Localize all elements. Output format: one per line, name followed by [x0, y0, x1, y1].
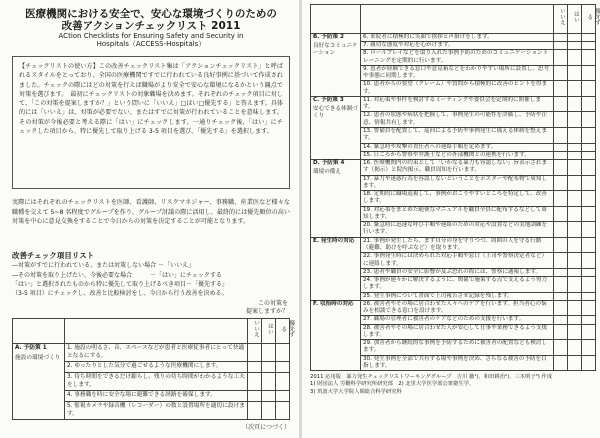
item-text: 17. 暴力や迷惑行為を容認しないということをポスターや配布物で周知します。 [361, 175, 554, 191]
howto-text: この改善チェックリスト集は「アクションチェックリスト」と呼ばれるスタイルをとっており、全国の医療機関ですでに行われている良好事例に基づいて作成されました。チェックの際にはどの対策を行えば職場がより安全で安心な環境になるかという観点で対策を選びます。 最初にチェックリストの対象職場を決めます。それぞれのチェック項目に対して、「この対策を提案しますか？」という問いに「いいえ」□ほい□優先する」と答えます。具体的には「いいえ」は、対策が必要でない、またはすでに対策が行われていることを意味します。その対策が今後必要と考える際に「はい」にチェックします。一通りチェック後、「はい」にチェックした項目から、特に優先して取り上げる 3-5 項目を選び、「優先する」を選択します。 [19, 63, 283, 135]
checkbox-yes[interactable] [568, 277, 582, 293]
checkbox-yes[interactable] [568, 112, 582, 128]
item-text: 24. 事例が連々かに解決するように、関係で施策する点で支えるよう努力します。 [361, 277, 554, 293]
checklist-table-left [12, 318, 294, 420]
next-page-note: （次頁につづく） [242, 424, 290, 432]
checkbox-priority[interactable] [582, 222, 596, 238]
checkbox-yes[interactable] [568, 160, 582, 176]
table-row [13, 343, 290, 361]
checkbox-priority[interactable] [582, 143, 596, 151]
checkbox-yes[interactable] [262, 401, 276, 419]
checkbox-no[interactable] [554, 42, 568, 50]
section-cell [311, 300, 361, 370]
table-row [311, 237, 596, 253]
item-text: 9. 患者が経験できる窓口や意見箱などをわかりやすい場所に設置し、思考や事態に同期します。 [361, 65, 554, 81]
checkbox-yes[interactable] [568, 65, 582, 81]
section-sub: 施設の環境づくり [15, 354, 61, 361]
howto-paragraph [19, 62, 283, 136]
checkbox-yes[interactable] [568, 340, 582, 356]
checklist-table-right [310, 4, 600, 371]
checkbox-yes[interactable] [262, 372, 276, 390]
column-note-line1: この対策を [257, 300, 288, 308]
checkbox-priority[interactable] [582, 355, 596, 371]
column-note-line2: 提案しますか？ [245, 308, 288, 316]
table-row [311, 96, 596, 112]
column-note [12, 300, 288, 316]
checkbox-priority[interactable] [582, 112, 596, 128]
checkbox-no[interactable] [248, 343, 262, 361]
intro-paragraph: 実際にはそれぞれのチェックリストを医師、看護師、リスクマネジャー、事務職、産業医など様々な職種を交えて 5~8 名程度でグループを作り、グループ討議の際に活用し、最終的には優先順位の高い対策を中心に意見交換をすることで今日からの対策を決定することが可能となります。 [12, 199, 290, 226]
item-text: 4. 事務職を時に安全な場に避難できる経路を確保します。 [65, 391, 248, 402]
checkbox-priority[interactable] [582, 33, 596, 41]
checkbox-yes[interactable] [568, 324, 582, 340]
item-text: 11. 対応策や事件を検討するミーティングや委員会を定期的に開催します。 [361, 96, 554, 112]
checkbox-no[interactable] [554, 253, 568, 269]
checkbox-no[interactable] [248, 372, 262, 390]
item-text: 2. ゆったりとした気分で過ごせるような医療機関にします。 [65, 362, 248, 373]
header-yes: はい [568, 5, 582, 34]
checkbox-yes[interactable] [568, 151, 582, 159]
checkbox-priority[interactable] [582, 300, 596, 316]
checkbox-no[interactable] [554, 112, 568, 128]
item-text: 1. 施設の明るさ、音、スペースなどが患者と医療従事者にとって快適となるにする。 [65, 343, 248, 361]
checkbox-no[interactable] [554, 160, 568, 176]
item-text: 16. 医療機関内の約束として「いかなる暴力も容認しない」旨表示されます（掲示）と院内掲示、職員周知を行います。 [361, 160, 554, 176]
method-line-3: 「はい」と選択されたものから特に優先して取り上げるべき項目－「優先する」 [12, 280, 229, 288]
title-block [12, 8, 290, 48]
section-cell [311, 33, 361, 96]
section-name: F. 収拾時の対応 [313, 300, 354, 307]
item-text: 6. 来院者に積極的に笑顔で挨拶と声掛けをします。 [361, 33, 554, 41]
checkbox-priority[interactable] [582, 316, 596, 324]
item-text: 30. 発生事例を全部で共有する場や事例を決め、さらなる被害の予防を目指します。 [361, 355, 554, 371]
checkbox-yes[interactable] [568, 206, 582, 222]
checkbox-no[interactable] [554, 33, 568, 41]
checkbox-priority[interactable] [582, 50, 596, 66]
header-item [361, 5, 554, 34]
checkbox-no[interactable] [554, 65, 568, 81]
header-blank [311, 5, 361, 34]
checkbox-priority[interactable] [582, 292, 596, 300]
checkbox-priority[interactable] [582, 206, 596, 222]
checkbox-yes[interactable] [568, 355, 582, 371]
method-line-4: （3-5 項目）にチェックし、改善と比較検討をし、今日から行う改善を決める。 [12, 290, 228, 298]
checkbox-no[interactable] [554, 81, 568, 97]
checkbox-priority[interactable] [582, 277, 596, 293]
item-text: 19. 対応策をまとめた随便なマニュアルを職員全員に配布するなどして周知します。 [361, 206, 554, 222]
checkbox-priority[interactable] [582, 96, 596, 112]
checkbox-no[interactable] [554, 340, 568, 356]
checkbox-no[interactable] [554, 277, 568, 293]
checkbox-priority[interactable] [582, 65, 596, 81]
checkbox-no[interactable] [554, 151, 568, 159]
footer-line3: 3) 筑波大学大学院人間総合科学研究科 [310, 388, 402, 395]
header-no: いいえ [554, 5, 568, 34]
item-text: 25. 発生事例について書面で上司報告させ記録を残します。 [361, 292, 554, 300]
checkbox-priority[interactable] [582, 151, 596, 159]
section-sub: 良好なコミュニケーション [313, 43, 358, 57]
howto-title: 【チェックリストの使い方】 [19, 63, 99, 71]
checkbox-yes[interactable] [568, 191, 582, 207]
section-cell [311, 237, 361, 300]
header-blank [13, 319, 65, 344]
checkbox-no[interactable] [248, 391, 262, 402]
checkbox-yes[interactable] [568, 143, 582, 151]
item-text: 28. 被害者やその場に居合わせた人が安心して仕事や業務できるよう支援します。 [361, 324, 554, 340]
checkbox-no[interactable] [248, 401, 262, 419]
item-text: 3. 待ち時間をできるだけ縮らし、残りの待ち時間がわかるような工夫をします。 [65, 372, 248, 390]
checkbox-priority[interactable] [582, 128, 596, 144]
checkbox-no[interactable] [554, 324, 568, 340]
checkbox-yes[interactable] [568, 96, 582, 112]
header-item [65, 319, 248, 344]
checkbox-priority[interactable] [582, 175, 596, 191]
title-jp-line2: 改善アクションチェックリスト 2011 [61, 20, 241, 33]
checkbox-no[interactable] [554, 300, 568, 316]
header-no: いいえ [248, 319, 262, 344]
checkbox-priority[interactable] [582, 253, 596, 269]
section-name: B. 予防策 2 [313, 33, 344, 40]
checkbox-priority[interactable] [582, 42, 596, 50]
checkbox-no[interactable] [554, 143, 568, 151]
howto-box [12, 56, 290, 189]
checkbox-yes[interactable] [568, 175, 582, 191]
checkbox-priority[interactable] [582, 340, 596, 356]
checkbox-no[interactable] [554, 355, 568, 371]
checkbox-yes[interactable] [568, 253, 582, 269]
header-priority: 優先する [276, 319, 290, 344]
footer-line2: 1) 財団法人 労働科学研究所研究部 2) 北里大学医学部公衆衛生学、 [310, 381, 475, 388]
method-line-2: ―その対策を取り上げたい、今後必要な場合 －「はい」にチェックする [12, 271, 222, 279]
item-text: 22. 事例発生時には決められた対応手順や窓口（上司や警察決定者など）に連絡します。 [361, 253, 554, 269]
checkbox-yes[interactable] [568, 300, 582, 316]
checkbox-no[interactable] [554, 316, 568, 324]
checkbox-priority[interactable] [582, 191, 596, 207]
item-text: 18. 定期的に職場巡視して、事例がおこりやすいところを特定して、改善します。 [361, 191, 554, 207]
checkbox-yes[interactable] [568, 316, 582, 324]
section-cell [311, 160, 361, 238]
checkbox-priority[interactable] [582, 324, 596, 340]
item-text: 29. 加害者から継続的な事例を予防するために被害者の配置なども検討します。 [361, 340, 554, 356]
checkbox-no[interactable] [554, 206, 568, 222]
checkbox-priority[interactable] [582, 81, 596, 97]
checkbox-no[interactable] [554, 175, 568, 191]
item-text: 20. 緊急時に迅速な呼び手順や連絡のための対応や設置などの実地訓練を行います。 [361, 222, 554, 238]
checkbox-no[interactable] [554, 96, 568, 112]
header-yes: はい [262, 319, 276, 344]
header-priority: 優先する [582, 5, 596, 34]
item-text: 5. 監視カメラや録音機（レコーダー）の数と設置場所を適切に設けます。 [65, 401, 248, 419]
checkbox-yes[interactable] [568, 128, 582, 144]
item-text: 8. ロールプレイなどを取り入れた事例予防のためのコミュニケーショントレーニングを定期的に行います。 [361, 50, 554, 66]
title-en-line2: Hospitals（ACCESS-Hospitals） [96, 40, 206, 49]
checkbox-yes[interactable] [262, 343, 276, 361]
checkbox-priority[interactable] [276, 362, 290, 373]
section-cell [311, 96, 361, 159]
section-name: A. 予防策 1 [15, 344, 47, 351]
checkbox-no[interactable] [554, 222, 568, 238]
checkbox-yes[interactable] [568, 222, 582, 238]
checkbox-yes[interactable] [568, 81, 582, 97]
checkbox-priority[interactable] [276, 343, 290, 361]
checkbox-no[interactable] [554, 268, 568, 276]
checkbox-priority[interactable] [582, 268, 596, 276]
item-text: 15. 日ごろから警察や弁護士などの外部機関との連携を行います。 [361, 151, 554, 159]
footer-credits [310, 374, 596, 395]
footer-line1: 2011 応用版 暴力発生チェックリストワーキンググループ 吉川 徹¹)、和田耕治²)、三木明子³) 作成 [310, 374, 553, 381]
checkbox-yes[interactable] [568, 237, 582, 253]
item-text: 26. 被害者やその場に居合わせた人々へのケアを行います。担当者心の悩みを相談できる窓口を設けます。 [361, 300, 554, 316]
table-row [311, 33, 596, 41]
method-line-1: ―対策がすでに行われている、または対策しない場合 －「いいえ」 [12, 262, 195, 270]
checkbox-priority[interactable] [276, 372, 290, 390]
section-name: C. 予防策 3 [313, 96, 344, 103]
checkbox-no[interactable] [554, 191, 568, 207]
section-name: E. 発生時の対応 [313, 237, 355, 244]
item-text: 13. 警備員を配置して、巡回による予防や事例発生に備える体制を整えます。 [361, 128, 554, 144]
item-text: 23. 患者や職員の安全に影響が及ぶ恐れの際には、警察に通報します。 [361, 268, 554, 276]
checkbox-no[interactable] [554, 292, 568, 300]
checkbox-yes[interactable] [568, 268, 582, 276]
item-text: 7. 親切な態度や対応を心がけます。 [361, 42, 554, 50]
table-row [311, 300, 596, 316]
table-row [311, 160, 596, 176]
item-text: 10. 患者からの要望（クレーム）や質問から積極的に改善のヒントを得ます。 [361, 81, 554, 97]
section-cell-a [13, 343, 65, 420]
section-sub: 環境の備え [313, 169, 341, 176]
checkbox-yes[interactable] [262, 362, 276, 373]
title-jp-line1: 医療機関における安全で、安心な環境づくりのための [25, 8, 277, 20]
checkbox-yes[interactable] [568, 50, 582, 66]
item-text: 21. 事例が発生したら、まず自分の身を守りつつ、周囲の人を守る行動（避難、助けを呼ぶなど）を取ります。 [361, 237, 554, 253]
checkbox-priority[interactable] [582, 160, 596, 176]
checkbox-yes[interactable] [568, 42, 582, 50]
section-sub: 安心できる体制づくり [313, 106, 358, 120]
checkbox-no[interactable] [554, 128, 568, 144]
title-en-line1: ACtion Checklists for Ensuring Safety and Security in [58, 32, 244, 41]
checkbox-priority[interactable] [276, 391, 290, 402]
checkbox-yes[interactable] [568, 292, 582, 300]
checkbox-priority[interactable] [276, 401, 290, 419]
right-page [302, 0, 600, 438]
checkbox-yes[interactable] [568, 33, 582, 41]
checkbox-no[interactable] [248, 362, 262, 373]
checkbox-yes[interactable] [262, 391, 276, 402]
checkbox-priority[interactable] [582, 237, 596, 253]
item-text: 14. 緊急時や攻撃の責任者への連絡手順を定めます。 [361, 143, 554, 151]
section-name: D. 予防策 4 [313, 160, 345, 167]
item-text: 12. 患者の状態や病状を把握して、事例発生の可能性を評価し、予防や注意、情報共有します。 [361, 112, 554, 128]
item-text: 27. 職場の管理者に被害者のケアなどのための支援を行います。 [361, 316, 554, 324]
checkbox-no[interactable] [554, 50, 568, 66]
checkbox-no[interactable] [554, 237, 568, 253]
method-title: 改善チェック項目リスト [12, 251, 95, 261]
